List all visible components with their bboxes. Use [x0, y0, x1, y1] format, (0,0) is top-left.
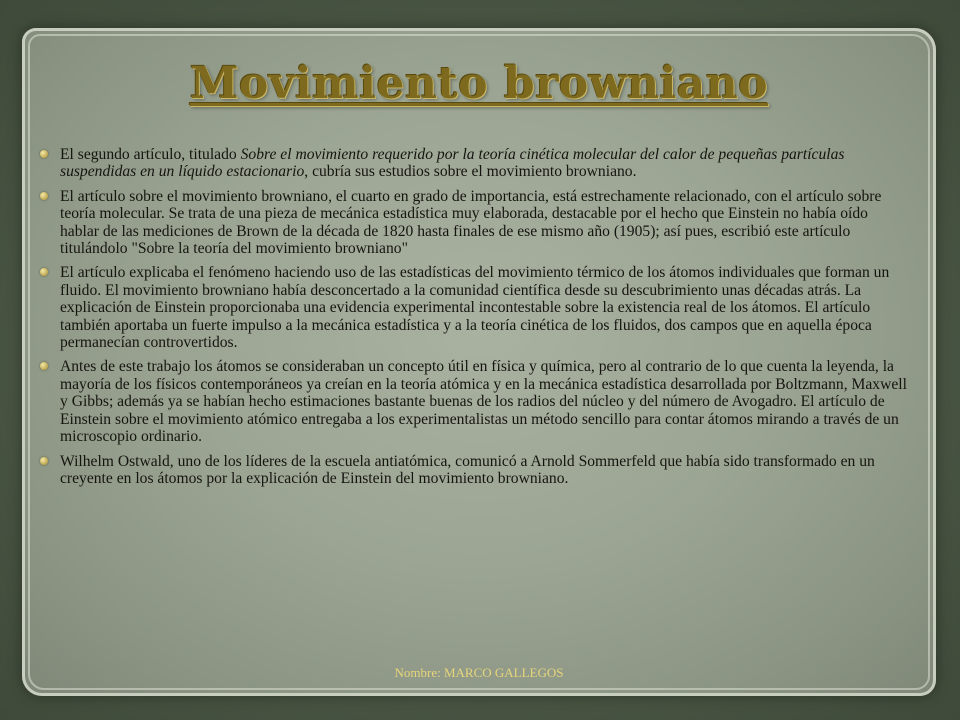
bullet-dot-icon — [40, 150, 48, 158]
bullet-item — [40, 188, 908, 258]
bullet-list — [40, 146, 908, 494]
article-title-italic: Sobre el movimiento requerido por la teoría cinética molecular del calor de pequeñas partículas suspendidas en un líquido estacionario — [60, 146, 845, 181]
bullet-item — [40, 358, 908, 445]
bullet-item — [40, 146, 908, 181]
bullet-text: El artículo sobre el movimiento browniano, el cuarto en grado de importancia, está estrechamente relacionado, con el artículo sobre teoría molecular. Se trata de una pieza de mecánica estadística muy elaborada, destacable por el hecho que Einstein no había oído hablar de las mediciones de Brown de la década de 1820 hasta finales de ese mismo año (1905); así pues, escribió este artículo titulándolo "Sobre la teoría del movimiento browniano" — [60, 187, 882, 258]
author-footer: Nombre: MARCO GALLEGOS — [394, 665, 564, 680]
slide-title: Movimiento browniano — [189, 58, 769, 109]
bullet-dot-icon — [40, 268, 48, 276]
bullet-text: El artículo explicaba el fenómeno haciendo uso de las estadísticas del movimiento térmico de los átomos individuales que forman un fluido. El movimiento browniano había desconcertado a la comunidad científica desde su descubrimiento unas décadas atrás. La explicación de Einstein proporcionaba una evidencia experimental incontestable sobre la existencia real de los átomos. El artículo también aportaba un fuerte impulso a la mecánica estadística y a la teoría cinética de los fluidos, dos campos que en aquella época permanecían controvertidos. — [60, 264, 890, 352]
slide — [22, 28, 936, 696]
bullet-dot-icon — [40, 457, 48, 465]
bullet-item — [40, 453, 908, 488]
bullet-text-before: El segundo artículo, titulado — [60, 146, 241, 163]
bullet-text: Wilhelm Ostwald, uno de los líderes de la escuela antiatómica, comunicó a Arnold Sommerfeld que había sido transformado en un creyente en los átomos por la explicación de Einstein del movimiento browniano. — [60, 452, 875, 487]
bullet-dot-icon — [40, 192, 48, 200]
bullet-text: Antes de este trabajo los átomos se consideraban un concepto útil en física y química, pero al contrario de lo que cuenta la leyenda, la mayoría de los físicos contemporáneos ya creían en la teoría atómica y en la mecánica estadística desarrollada por Boltzmann, Maxwell y Gibbs; además ya se habían hecho estimaciones bastante buenas de los radios del núcleo y del número de Avogadro. El artículo de Einstein sobre el movimiento atómico entregaba a los experimentalistas un método sencillo para contar átomos mirando a través de un microscopio ordinario. — [60, 358, 907, 446]
bullet-text-after: , cubría sus estudios sobre el movimiento browniano. — [304, 163, 637, 181]
bullet-item — [40, 264, 908, 351]
bullet-dot-icon — [40, 362, 48, 370]
